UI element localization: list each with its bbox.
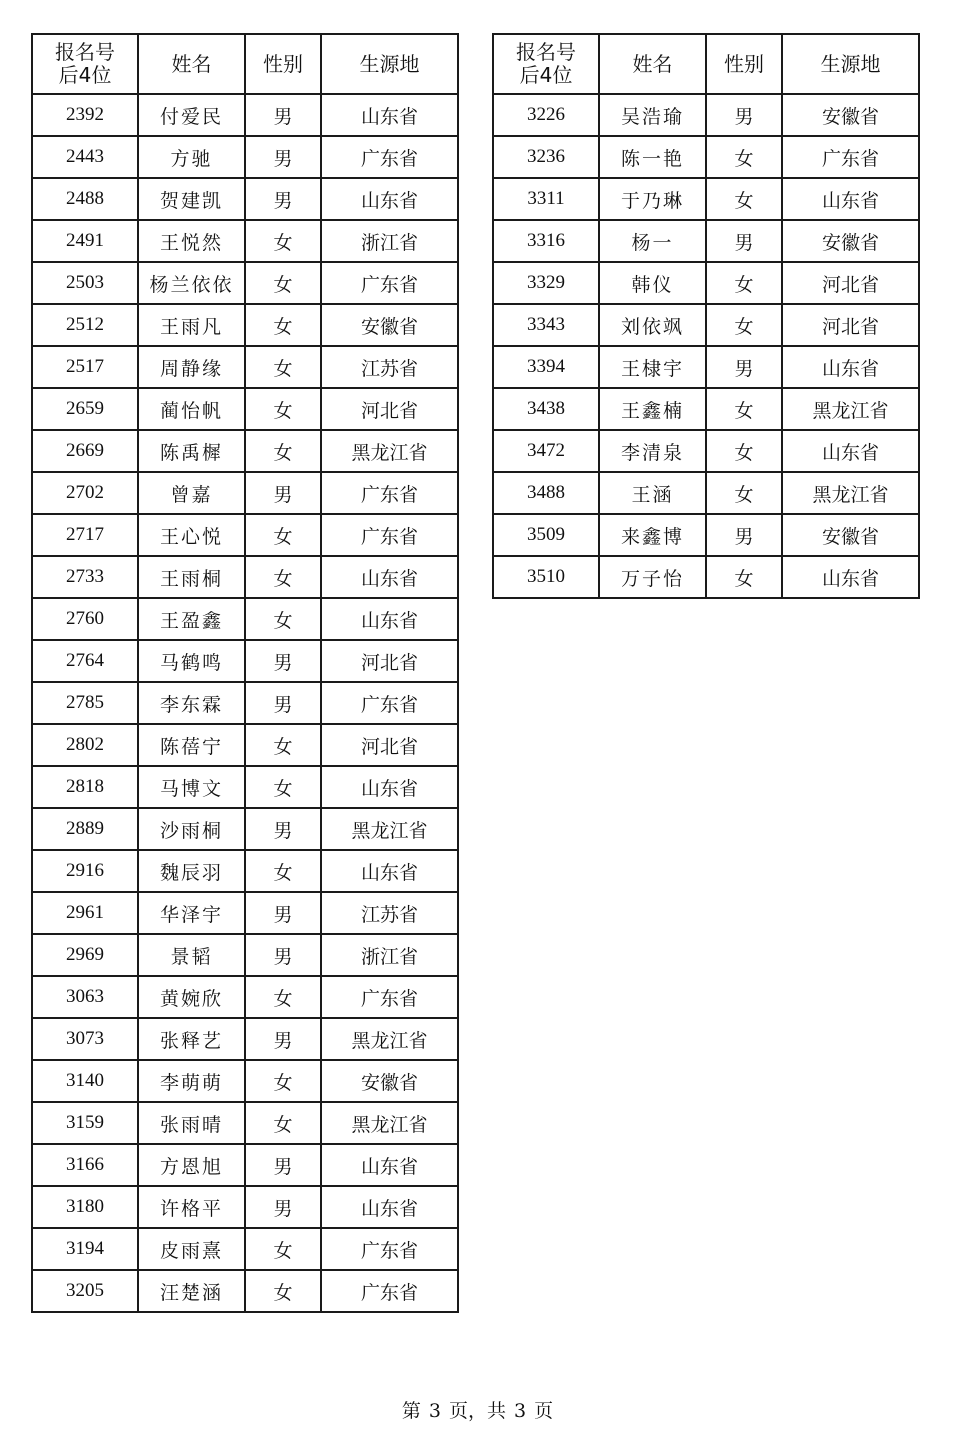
registration-number-cell: 3073 (32, 1018, 138, 1060)
gender-cell: 女 (245, 1270, 321, 1312)
name-cell: 于乃琳 (599, 178, 706, 220)
table-row (32, 94, 458, 136)
registration-number-cell: 3316 (493, 220, 599, 262)
table-row (32, 766, 458, 808)
origin-cell: 山东省 (321, 556, 458, 598)
name-cell: 王涵 (599, 472, 706, 514)
table-row (32, 514, 458, 556)
origin-cell: 广东省 (782, 136, 919, 178)
table-row (32, 220, 458, 262)
gender-cell: 女 (245, 724, 321, 766)
registration-number-cell: 2702 (32, 472, 138, 514)
table-row (493, 346, 919, 388)
name-cell: 华泽宇 (138, 892, 245, 934)
name-cell: 刘依飒 (599, 304, 706, 346)
name-cell: 王棣宇 (599, 346, 706, 388)
gender-cell: 男 (245, 1144, 321, 1186)
origin-cell: 安徽省 (782, 514, 919, 556)
gender-cell: 男 (245, 808, 321, 850)
name-cell: 来鑫博 (599, 514, 706, 556)
name-cell: 许格平 (138, 1186, 245, 1228)
name-cell: 王雨凡 (138, 304, 245, 346)
registration-number-cell: 2969 (32, 934, 138, 976)
origin-cell: 广东省 (321, 472, 458, 514)
gender-cell: 女 (245, 262, 321, 304)
gender-cell: 女 (706, 304, 782, 346)
table-row (32, 850, 458, 892)
registration-number-cell: 2491 (32, 220, 138, 262)
origin-cell: 河北省 (321, 640, 458, 682)
origin-cell: 河北省 (782, 304, 919, 346)
origin-cell: 山东省 (782, 556, 919, 598)
name-cell: 景韬 (138, 934, 245, 976)
header-gender: 性别 (706, 34, 782, 94)
registration-number-cell: 2802 (32, 724, 138, 766)
gender-cell: 女 (245, 598, 321, 640)
origin-cell: 河北省 (321, 388, 458, 430)
name-cell: 付爱民 (138, 94, 245, 136)
registration-number-cell: 2760 (32, 598, 138, 640)
origin-cell: 浙江省 (321, 934, 458, 976)
table-row (32, 556, 458, 598)
gender-cell: 男 (245, 1018, 321, 1060)
name-cell: 李清泉 (599, 430, 706, 472)
gender-cell: 女 (245, 430, 321, 472)
header-name: 姓名 (138, 34, 245, 94)
gender-cell: 女 (245, 304, 321, 346)
gender-cell: 女 (245, 1228, 321, 1270)
table-row (493, 556, 919, 598)
origin-cell: 河北省 (782, 262, 919, 304)
registration-number-cell: 3140 (32, 1060, 138, 1102)
origin-cell: 河北省 (321, 724, 458, 766)
registration-number-cell: 3510 (493, 556, 599, 598)
name-cell: 杨兰依依 (138, 262, 245, 304)
gender-cell: 男 (706, 346, 782, 388)
name-cell: 马鹤鸣 (138, 640, 245, 682)
origin-cell: 黑龙江省 (321, 808, 458, 850)
gender-cell: 男 (245, 934, 321, 976)
origin-cell: 广东省 (321, 262, 458, 304)
gender-cell: 女 (245, 766, 321, 808)
roster-table-left (31, 33, 459, 1313)
origin-cell: 山东省 (321, 1186, 458, 1228)
header-origin: 生源地 (321, 34, 458, 94)
origin-cell: 江苏省 (321, 892, 458, 934)
origin-cell: 山东省 (782, 430, 919, 472)
gender-cell: 男 (245, 136, 321, 178)
origin-cell: 山东省 (321, 1144, 458, 1186)
registration-number-cell: 2512 (32, 304, 138, 346)
table-row (32, 388, 458, 430)
gender-cell: 男 (245, 472, 321, 514)
gender-cell: 女 (706, 262, 782, 304)
name-cell: 陈一艳 (599, 136, 706, 178)
table-row (493, 388, 919, 430)
name-cell: 沙雨桐 (138, 808, 245, 850)
table-row (32, 1186, 458, 1228)
table-row (493, 472, 919, 514)
registration-number-cell: 3438 (493, 388, 599, 430)
origin-cell: 安徽省 (321, 1060, 458, 1102)
origin-cell: 广东省 (321, 136, 458, 178)
gender-cell: 男 (245, 1186, 321, 1228)
origin-cell: 江苏省 (321, 346, 458, 388)
registration-number-cell: 2443 (32, 136, 138, 178)
registration-number-cell: 2517 (32, 346, 138, 388)
origin-cell: 山东省 (321, 94, 458, 136)
origin-cell: 黑龙江省 (321, 1102, 458, 1144)
table-row (32, 976, 458, 1018)
origin-cell: 广东省 (321, 1270, 458, 1312)
registration-number-cell: 2733 (32, 556, 138, 598)
registration-number-cell: 3205 (32, 1270, 138, 1312)
gender-cell: 女 (245, 1102, 321, 1144)
gender-cell: 女 (245, 220, 321, 262)
origin-cell: 广东省 (321, 976, 458, 1018)
gender-cell: 男 (706, 514, 782, 556)
table-row (32, 1060, 458, 1102)
registration-number-cell: 3472 (493, 430, 599, 472)
origin-cell: 黑龙江省 (321, 430, 458, 472)
table-row (32, 1270, 458, 1312)
gender-cell: 女 (706, 136, 782, 178)
registration-number-cell: 3343 (493, 304, 599, 346)
table-row (32, 682, 458, 724)
name-cell: 张雨晴 (138, 1102, 245, 1144)
origin-cell: 安徽省 (782, 94, 919, 136)
registration-number-cell: 2659 (32, 388, 138, 430)
name-cell: 马博文 (138, 766, 245, 808)
name-cell: 方恩旭 (138, 1144, 245, 1186)
name-cell: 吴浩瑜 (599, 94, 706, 136)
table-row (32, 304, 458, 346)
name-cell: 陈蓓宁 (138, 724, 245, 766)
name-cell: 王鑫楠 (599, 388, 706, 430)
registration-number-cell: 2503 (32, 262, 138, 304)
name-cell: 李东霖 (138, 682, 245, 724)
table-row (32, 136, 458, 178)
name-cell: 蔺怡帆 (138, 388, 245, 430)
name-cell: 王悦然 (138, 220, 245, 262)
header-origin: 生源地 (782, 34, 919, 94)
table-header-row (493, 34, 919, 94)
gender-cell: 男 (706, 94, 782, 136)
registration-number-cell: 3180 (32, 1186, 138, 1228)
name-cell: 万子怡 (599, 556, 706, 598)
table-row (493, 514, 919, 556)
name-cell: 贺建凯 (138, 178, 245, 220)
registration-number-cell: 3063 (32, 976, 138, 1018)
table-row (32, 598, 458, 640)
header-id-line2: 后4位 (519, 63, 573, 87)
name-cell: 王盈鑫 (138, 598, 245, 640)
table-row (32, 808, 458, 850)
table-row (493, 94, 919, 136)
gender-cell: 女 (706, 472, 782, 514)
table-row (493, 262, 919, 304)
page-number-footer: 第 3 页，共 3 页 (401, 1400, 554, 1422)
registration-number-cell: 3159 (32, 1102, 138, 1144)
name-cell: 王雨桐 (138, 556, 245, 598)
table-row (32, 892, 458, 934)
gender-cell: 女 (245, 556, 321, 598)
gender-cell: 女 (706, 556, 782, 598)
table-row (32, 1228, 458, 1270)
table-row (32, 1144, 458, 1186)
registration-number-cell: 2961 (32, 892, 138, 934)
name-cell: 李萌萌 (138, 1060, 245, 1102)
header-registration-number (493, 34, 599, 94)
name-cell: 周静缘 (138, 346, 245, 388)
header-id-line2: 后4位 (58, 63, 112, 87)
registration-number-cell: 3166 (32, 1144, 138, 1186)
table-row (32, 346, 458, 388)
header-registration-number (32, 34, 138, 94)
table-row (32, 262, 458, 304)
name-cell: 张释艺 (138, 1018, 245, 1060)
header-name: 姓名 (599, 34, 706, 94)
header-id-line1: 报名号 (55, 40, 115, 64)
registration-number-cell: 3329 (493, 262, 599, 304)
gender-cell: 男 (245, 892, 321, 934)
origin-cell: 黑龙江省 (321, 1018, 458, 1060)
table-row (32, 1018, 458, 1060)
gender-cell: 女 (245, 388, 321, 430)
gender-cell: 女 (245, 850, 321, 892)
origin-cell: 山东省 (321, 598, 458, 640)
header-id-line1: 报名号 (516, 40, 576, 64)
origin-cell: 黑龙江省 (782, 472, 919, 514)
name-cell: 曾嘉 (138, 472, 245, 514)
registration-number-cell: 3226 (493, 94, 599, 136)
name-cell: 杨一 (599, 220, 706, 262)
registration-number-cell: 2818 (32, 766, 138, 808)
gender-cell: 女 (245, 1060, 321, 1102)
registration-number-cell: 3311 (493, 178, 599, 220)
origin-cell: 安徽省 (321, 304, 458, 346)
origin-cell: 黑龙江省 (782, 388, 919, 430)
name-cell: 汪楚涵 (138, 1270, 245, 1312)
table-row (32, 934, 458, 976)
registration-number-cell: 3236 (493, 136, 599, 178)
registration-number-cell: 2916 (32, 850, 138, 892)
table-row (493, 430, 919, 472)
name-cell: 魏辰羽 (138, 850, 245, 892)
gender-cell: 男 (245, 682, 321, 724)
table-row (32, 178, 458, 220)
name-cell: 方驰 (138, 136, 245, 178)
gender-cell: 男 (245, 94, 321, 136)
table-row (32, 724, 458, 766)
table-row (32, 430, 458, 472)
table-row (493, 136, 919, 178)
registration-number-cell: 2717 (32, 514, 138, 556)
registration-number-cell: 3488 (493, 472, 599, 514)
origin-cell: 山东省 (321, 850, 458, 892)
gender-cell: 女 (706, 178, 782, 220)
name-cell: 黄婉欣 (138, 976, 245, 1018)
origin-cell: 广东省 (321, 682, 458, 724)
gender-cell: 女 (245, 976, 321, 1018)
origin-cell: 山东省 (321, 766, 458, 808)
registration-number-cell: 2785 (32, 682, 138, 724)
name-cell: 王心悦 (138, 514, 245, 556)
registration-number-cell: 2889 (32, 808, 138, 850)
registration-number-cell: 3509 (493, 514, 599, 556)
registration-number-cell: 2764 (32, 640, 138, 682)
gender-cell: 女 (245, 514, 321, 556)
gender-cell: 男 (245, 640, 321, 682)
registration-number-cell: 2488 (32, 178, 138, 220)
name-cell: 韩仪 (599, 262, 706, 304)
roster-table-right (492, 33, 920, 599)
registration-number-cell: 2392 (32, 94, 138, 136)
origin-cell: 安徽省 (782, 220, 919, 262)
gender-cell: 男 (245, 178, 321, 220)
table-row (32, 472, 458, 514)
origin-cell: 山东省 (782, 346, 919, 388)
name-cell: 皮雨熹 (138, 1228, 245, 1270)
gender-cell: 男 (706, 220, 782, 262)
table-row (493, 304, 919, 346)
registration-number-cell: 2669 (32, 430, 138, 472)
name-cell: 陈禹樨 (138, 430, 245, 472)
table-header-row (32, 34, 458, 94)
table-row (493, 220, 919, 262)
origin-cell: 山东省 (782, 178, 919, 220)
origin-cell: 浙江省 (321, 220, 458, 262)
origin-cell: 广东省 (321, 1228, 458, 1270)
origin-cell: 山东省 (321, 178, 458, 220)
table-row (32, 1102, 458, 1144)
gender-cell: 女 (706, 388, 782, 430)
table-row (32, 640, 458, 682)
origin-cell: 广东省 (321, 514, 458, 556)
gender-cell: 女 (245, 346, 321, 388)
header-gender: 性别 (245, 34, 321, 94)
gender-cell: 女 (706, 430, 782, 472)
table-row (493, 178, 919, 220)
registration-number-cell: 3194 (32, 1228, 138, 1270)
registration-number-cell: 3394 (493, 346, 599, 388)
